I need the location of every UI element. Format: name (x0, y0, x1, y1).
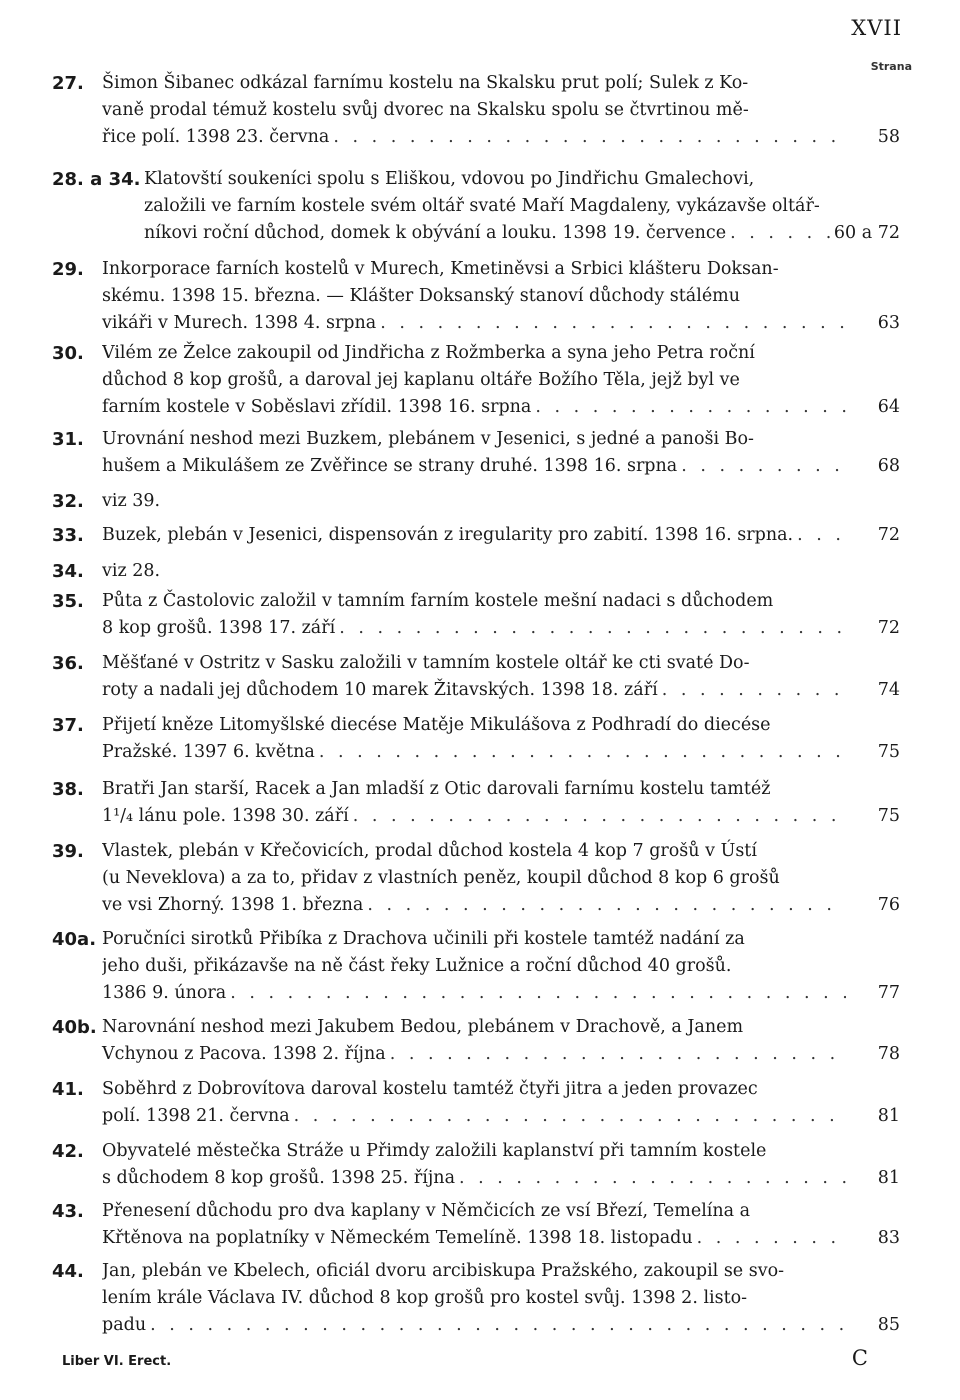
entry-text (102, 776, 846, 830)
entry-line: Přijetí kněze Litomyšlské diecése Matěje Mikulášova z Podhradí do diecése (102, 715, 771, 735)
entry-text (144, 166, 846, 247)
entry-page-number: 78 (877, 1044, 900, 1064)
entry-line: založili ve farním kostele svém oltář svaté Maří Magdaleny, vykázavše oltář- (144, 196, 820, 216)
entry-text (102, 70, 846, 151)
dot-leader (797, 522, 846, 549)
entry-page-number: 68 (877, 456, 900, 476)
entry-number: 40b. (52, 1017, 97, 1038)
entry-number: 30. (52, 343, 84, 364)
entry-line: 1386 9. února (102, 983, 227, 1003)
entry-page-number: 60 a 72 (833, 223, 900, 243)
entry-page-number: 81 (877, 1106, 900, 1126)
sheet-mark: C (851, 1346, 868, 1370)
entry-number: 31. (52, 429, 84, 450)
entry-page-number: 85 (877, 1315, 900, 1335)
dot-leader (730, 220, 846, 247)
signature-mark: Liber VI. Erect. (62, 1354, 172, 1369)
dot-leader (339, 615, 846, 642)
entry-text (102, 256, 846, 337)
entry-line: vaně prodal témuž kostelu svůj dvorec na Skalsku spolu se čtvrtinou mě- (102, 100, 749, 120)
dot-leader (681, 453, 846, 480)
entry-page-number: 64 (877, 397, 900, 417)
entry-line: lením krále Václava IV. důchod 8 kop grošů pro kostel svůj. 1398 2. listo- (102, 1288, 748, 1308)
entry-page-number: 83 (877, 1228, 900, 1248)
entry-text (102, 488, 846, 515)
entry-page-number: 75 (877, 806, 900, 826)
entry-page-number: 81 (877, 1168, 900, 1188)
entry-line: Šimon Šibanec odkázal farnímu kostelu na Skalsku prut polí; Sulek z Ko- (102, 73, 749, 93)
entry-line: 1¹/₄ lánu pole. 1398 30. září (102, 806, 349, 826)
entry-number: 27. (52, 73, 84, 94)
entry-line: viz 28. (102, 561, 161, 581)
entry-number: 36. (52, 653, 84, 674)
entry-number: 41. (52, 1079, 84, 1100)
dot-leader (367, 892, 846, 919)
entry-line: Vchynou z Pacova. 1398 2. října (102, 1044, 386, 1064)
entry-line: skému. 1398 15. března. — Klášter Doksanský stanoví důchody stálému (102, 286, 741, 306)
entry-page-number: 74 (877, 680, 900, 700)
dot-leader (333, 124, 846, 151)
dot-leader (319, 739, 846, 766)
entry-line: Narovnání neshod mezi Jakubem Bedou, plebánem v Drachově, a Janem (102, 1017, 744, 1037)
entry-line: Vlastek, plebán v Křečovicích, prodal důchod kostela 4 kop 7 grošů v Ústí (102, 841, 757, 861)
entry-number: 44. (52, 1261, 84, 1282)
dot-leader (697, 1225, 846, 1252)
entry-text (102, 650, 846, 704)
dot-leader (294, 1103, 846, 1130)
entry-line: viz 39. (102, 491, 161, 511)
entry-number: 29. (52, 259, 84, 280)
entry-line: roty a nadali jej důchodem 10 marek Žitavských. 1398 18. září (102, 680, 658, 700)
entry-line: Bratři Jan starší, Racek a Jan mladší z Otic darovali farnímu kostelu tamtéž (102, 779, 771, 799)
entry-line: Obyvatelé městečka Stráže u Přimdy založili kaplanství při tamním kostele (102, 1141, 767, 1161)
entry-number: 43. (52, 1201, 84, 1222)
entry-number: 35. (52, 591, 84, 612)
entry-line: padu (102, 1315, 147, 1335)
entry-page-number: 75 (877, 742, 900, 762)
entry-line: farním kostele v Soběslavi zřídil. 1398 16. srpna (102, 397, 532, 417)
entry-line: Poručníci sirotků Přibíka z Drachova učinili při kostele tamtéž nadání za (102, 929, 745, 949)
entry-line: vikáři v Murech. 1398 4. srpna (102, 313, 377, 333)
entry-text (102, 926, 846, 1007)
entry-page-number: 72 (877, 525, 900, 545)
entry-page-number: 77 (877, 983, 900, 1003)
entry-line: Jan, plebán ve Kbelech, oficiál dvoru arcibiskupa Pražského, zakoupil se svo- (102, 1261, 785, 1281)
dot-leader (662, 677, 846, 704)
entry-page-number: 58 (877, 127, 900, 147)
dot-leader (230, 980, 846, 1007)
entry-text (102, 712, 846, 766)
entry-line: důchod 8 kop grošů, a daroval jej kaplanu oltáře Božího Těla, jejž byl ve (102, 370, 740, 390)
entry-line: Soběhrd z Dobrovítova daroval kostelu tamtéž čtyři jitra a jeden provazec (102, 1079, 758, 1099)
entry-text (102, 522, 846, 549)
entry-line: ve vsi Zhorný. 1398 1. března (102, 895, 364, 915)
dot-leader (535, 394, 846, 421)
dot-leader (380, 310, 846, 337)
entry-number: 42. (52, 1141, 84, 1162)
entry-line: Půta z Častolovic založil v tamním farním kostele mešní nadaci s důchodem (102, 591, 774, 611)
entry-text (102, 1258, 846, 1339)
entry-page-number: 72 (877, 618, 900, 638)
entry-text (102, 1198, 846, 1252)
entry-number: 37. (52, 715, 84, 736)
entry-text (102, 1014, 846, 1068)
entry-text (102, 340, 846, 421)
entry-line: polí. 1398 21. června (102, 1106, 290, 1126)
entry-line: níkovi roční důchod, domek k obývání a louku. 1398 19. července (144, 223, 727, 243)
entry-text (102, 1138, 846, 1192)
entry-line: Měšťané v Ostritz v Sasku založili v tamním kostele oltář ke cti svaté Do- (102, 653, 750, 673)
entry-number: 39. (52, 841, 84, 862)
entry-line: Inkorporace farních kostelů v Murech, Kmetiněvsi a Srbici klášteru Doksan- (102, 259, 779, 279)
entry-number: 38. (52, 779, 84, 800)
entry-line: Buzek, plebán v Jesenici, dispensován z iregularity pro zabití. 1398 16. srpna. (102, 525, 794, 545)
entry-line: s důchodem 8 kop grošů. 1398 25. října (102, 1168, 456, 1188)
entry-line: 8 kop grošů. 1398 17. září (102, 618, 336, 638)
entry-line: Vilém ze Želce zakoupil od Jindřicha z Rožmberka a syna jeho Petra roční (102, 343, 755, 363)
page-folio: XVII (851, 16, 902, 40)
entry-number: 28. a 34. (52, 169, 141, 190)
dot-leader (459, 1165, 846, 1192)
entry-number: 34. (52, 561, 84, 582)
entry-line: řice polí. 1398 23. června (102, 127, 330, 147)
dot-leader (150, 1312, 846, 1339)
entry-line: Přenesení důchodu pro dva kaplany v Němčicích ze vsí Březí, Temelína a (102, 1201, 751, 1221)
entry-number: 33. (52, 525, 84, 546)
entry-line: Urovnání neshod mezi Buzkem, plebánem v Jesenici, s jedné a panoši Bo- (102, 429, 754, 449)
page-column-label: Strana (870, 60, 912, 73)
entry-line: Pražské. 1397 6. května (102, 742, 315, 762)
entry-page-number: 63 (877, 313, 900, 333)
entry-text (102, 1076, 846, 1130)
entry-line: Křtěnova na poplatníky v Německém Temelíně. 1398 18. listopadu (102, 1228, 693, 1248)
entry-text (102, 558, 846, 585)
dot-leader (390, 1041, 846, 1068)
entry-line: hušem a Mikulášem ze Zvěřince se strany druhé. 1398 16. srpna (102, 456, 678, 476)
dot-leader (353, 803, 846, 830)
entry-text (102, 426, 846, 480)
entry-line: Klatovští soukeníci spolu s Eliškou, vdovou po Jindřichu Gmalechovi, (144, 169, 755, 189)
entry-text (102, 838, 846, 919)
entry-line: (u Neveklova) a za to, přidav z vlastních peněz, koupil důchod 8 kop 6 grošů (102, 868, 780, 888)
entry-page-number: 76 (877, 895, 900, 915)
entry-number: 32. (52, 491, 84, 512)
entry-number: 40a. (52, 929, 97, 950)
entry-text (102, 588, 846, 642)
entry-line: jeho duši, přikázavše na ně část řeky Lužnice a roční důchod 40 grošů. (102, 956, 732, 976)
